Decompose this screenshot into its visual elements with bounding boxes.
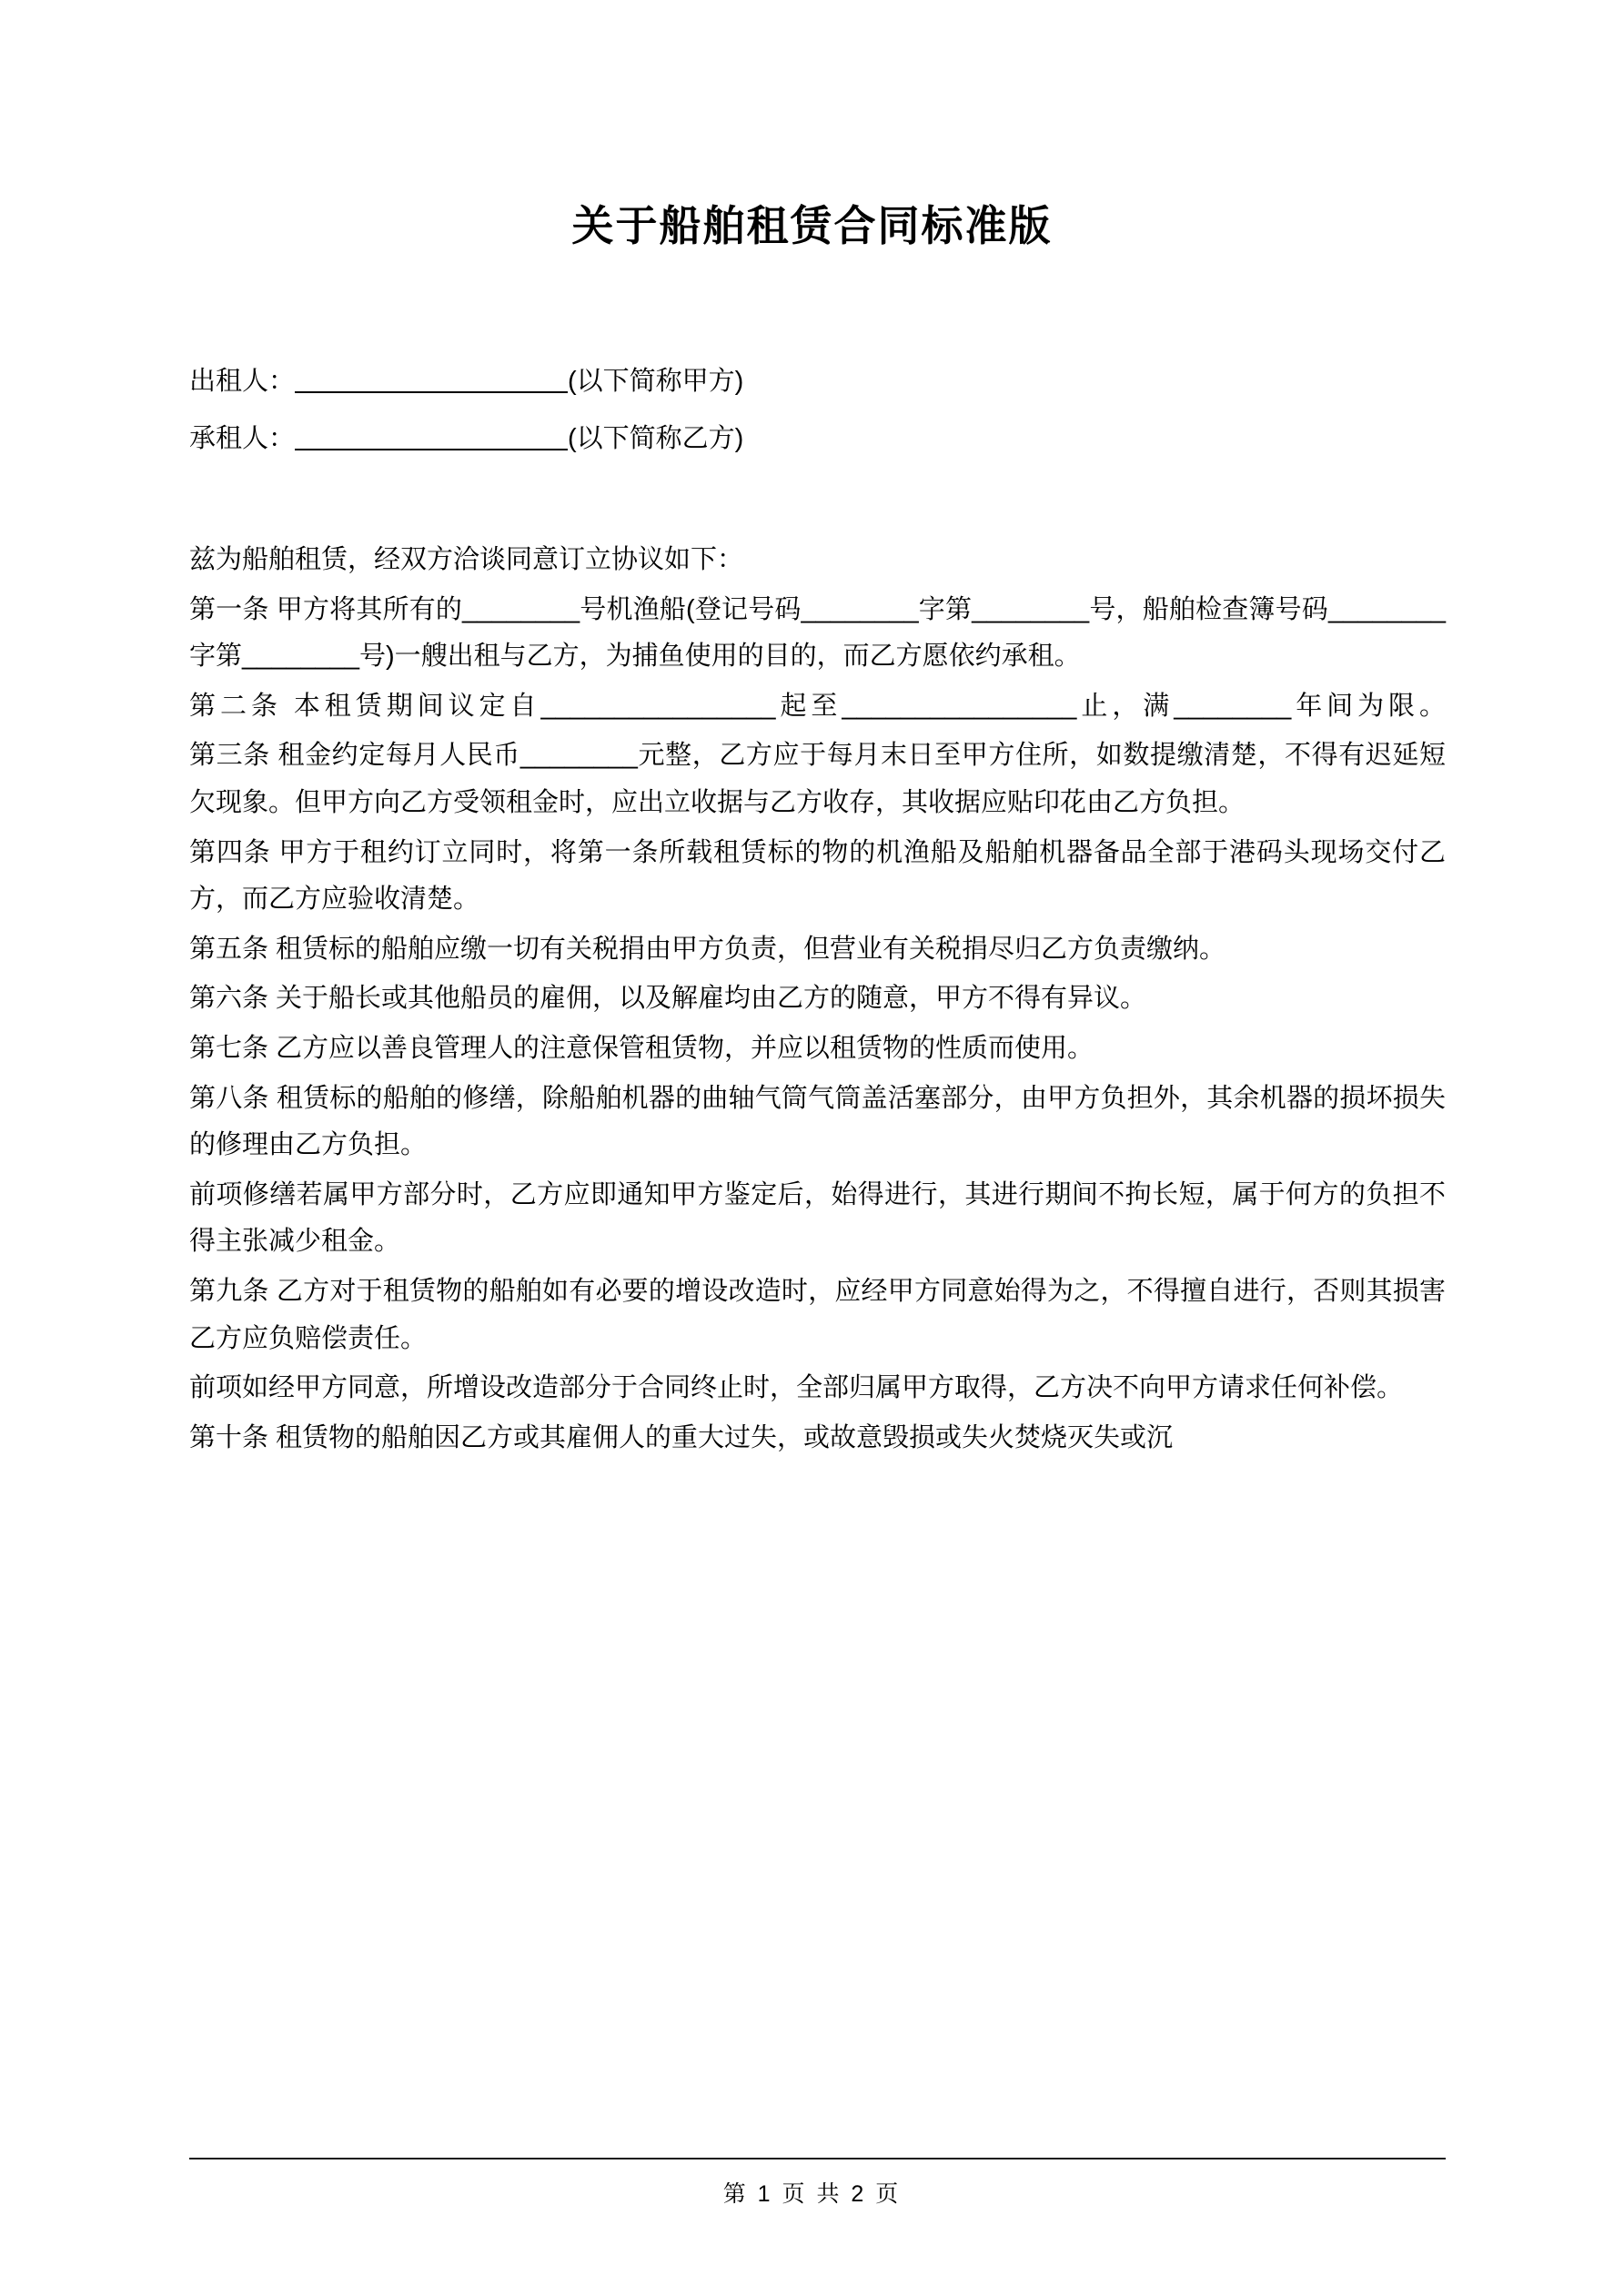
clause-6: 第六条 关于船长或其他船员的雇佣，以及解雇均由乙方的随意，甲方不得有异议。 (189, 984, 1147, 1014)
clause-7: 第七条 乙方应以善良管理人的注意保管租赁物，并应以租赁物的性质而使用。 (189, 1034, 1094, 1064)
party-label-lessee: 承租人： (189, 423, 296, 453)
clause-8: 第八条 租赁标的船舶的修缮，除船舶机器的曲轴气筒气筒盖活塞部分，由甲方负担外，其余机器的损坏损失的修理由乙方负担。 (189, 1083, 1446, 1160)
page-number: 第 1 页 共 2 页 (722, 2181, 902, 2207)
footer-divider (189, 2158, 1446, 2159)
clause-list (189, 537, 1446, 1462)
party-suffix-lessor: (以下简称甲方) (568, 367, 744, 396)
clause-4: 第四条 甲方于租约订立同时，将第一条所载租赁标的物的机渔船及船舶机器备品全部于港码头现场交付乙方，而乙方应验收清楚。 (189, 837, 1446, 915)
clause-9: 第九条 乙方对于租赁物的船舶如有必要的增设改造时，应经甲方同意始得为之，不得擅自进行，否则其损害乙方应负赔偿责任。 (189, 1277, 1446, 1353)
clause-1: 第一条 甲方将其所有的________号机渔船(登记号码________字第________号，船舶检查簿号码________字第________号)一艘出租与乙方，为捕鱼使用的目的，而乙方愿依约承租。 (189, 594, 1446, 672)
clause-5: 第五条 租赁标的船舶应缴一切有关税捐由甲方负责，但营业有关税捐尽归乙方负责缴纳。 (189, 934, 1226, 964)
party-blank-lessee (295, 449, 568, 450)
party-blank-lessor (295, 391, 568, 393)
party-line-lessee (189, 418, 1446, 460)
clause-10: 第十条 租赁物的船舶因乙方或其雇佣人的重大过失，或故意毁损或失火焚烧灭失或沉 (189, 1422, 1174, 1452)
page-title: 关于船舶租赁合同标准版 (571, 202, 1053, 249)
clause-9-sub: 前项如经甲方同意，所增设改造部分于合同终止时，全部归属甲方取得，乙方决不向甲方请求任何补偿。 (189, 1373, 1404, 1403)
party-line-lessor (189, 360, 1446, 403)
clause-2: 第二条 本租赁期间议定自________________起至________________止，满________年间为限。 (189, 691, 1446, 721)
page-footer (0, 2176, 1624, 2209)
intro-paragraph: 兹为船舶租赁，经双方洽谈同意订立协议如下： (189, 544, 744, 574)
clause-3: 第三条 租金约定每月人民币________元整，乙方应于每月末日至甲方住所，如数提缴清楚，不得有迟延短欠现象。但甲方向乙方受领租金时，应出立收据与乙方收存，其收据应贴印花由乙方负担。 (189, 741, 1446, 817)
clause-8-sub: 前项修缮若属甲方部分时，乙方应即通知甲方鉴定后，始得进行，其进行期间不拘长短，属于何方的负担不得主张减少租金。 (189, 1179, 1446, 1257)
party-label-lessor: 出租人： (189, 367, 296, 396)
party-suffix-lessee: (以下简称乙方) (568, 423, 744, 453)
document-body (0, 360, 1624, 1462)
